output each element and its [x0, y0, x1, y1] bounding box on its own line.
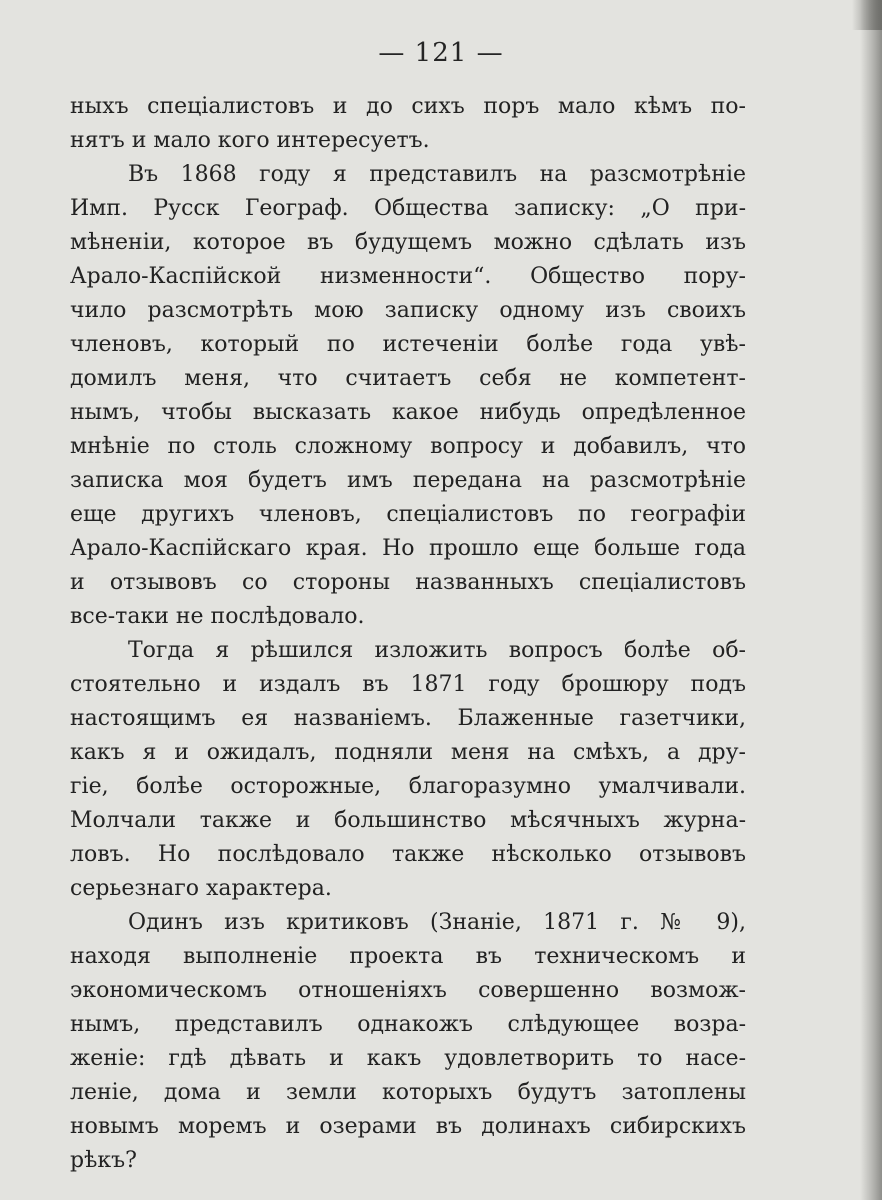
text-line: Одинъ изъ критиковъ (Знаніе, 1871 г. № 9),	[128, 910, 746, 935]
text-line: какъ я и ожидалъ, подняли меня на смѣхъ, а дру-	[70, 740, 746, 765]
text-line: мнѣніе по столь сложному вопросу и добавилъ, что	[70, 434, 746, 459]
text-line: Арало-Каспійской низменности“. Общество пору-	[70, 264, 746, 289]
text-line: нятъ и мало кого интересуетъ.	[70, 128, 430, 153]
page-body-text	[70, 90, 746, 1178]
text-line: Молчали также и большинство мѣсячныхъ журна-	[70, 808, 746, 833]
text-line: Арало-Каспійскаго края. Но прошло еще больше года	[70, 536, 746, 561]
text-line: женіе: гдѣ дѣвать и какъ удовлетворить то насе-	[70, 1046, 746, 1071]
text-line: ныхъ спеціалистовъ и до сихъ поръ мало кѣмъ по-	[70, 94, 746, 119]
text-line: Въ 1868 году я представилъ на разсмотрѣніе	[128, 162, 746, 187]
text-line: находя выполненіе проекта въ техническомъ и	[70, 944, 746, 969]
text-line: Тогда я рѣшился изложить вопросъ болѣе об-	[128, 638, 746, 663]
text-line: Имп. Русск Географ. Общества записку: „О при-	[70, 196, 746, 221]
text-line: все-таки не послѣдовало.	[70, 604, 365, 629]
scan-edge-shadow	[860, 0, 882, 1200]
text-line: нымъ, чтобы высказать какое нибудь опредѣленное	[70, 400, 746, 425]
text-line: экономическомъ отношеніяхъ совершенно возмож-	[70, 978, 746, 1003]
paragraph	[70, 158, 746, 634]
text-line: рѣкъ?	[70, 1148, 137, 1173]
text-line: леніе, дома и земли которыхъ будутъ затоплены	[70, 1080, 746, 1105]
text-line: настоящимъ ея названіемъ. Блаженные газетчики,	[70, 706, 746, 731]
scan-corner-shadow	[852, 0, 882, 30]
text-line: еще другихъ членовъ, спеціалистовъ по географіи	[70, 502, 746, 527]
text-line: стоятельно и издалъ въ 1871 году брошюру подъ	[70, 672, 746, 697]
text-line: домилъ меня, что считаетъ себя не компетент-	[70, 366, 746, 391]
text-line: и отзывовъ со стороны названныхъ спеціалистовъ	[70, 570, 746, 595]
text-line: записка моя будетъ имъ передана на разсмотрѣніе	[70, 468, 746, 493]
paragraph	[70, 634, 746, 906]
paragraph-continuation	[70, 90, 746, 158]
text-line: нымъ, представилъ однакожъ слѣдующее возра-	[70, 1012, 746, 1037]
text-line: серьезнаго характера.	[70, 876, 332, 901]
paragraph	[70, 906, 746, 1178]
text-line: гіе, болѣе осторожные, благоразумно умалчивали.	[70, 774, 746, 799]
text-line: ловъ. Но послѣдовало также нѣсколько отзывовъ	[70, 842, 746, 867]
page-number: — 121 —	[378, 38, 504, 68]
text-line: мѣненіи, которое въ будущемъ можно сдѣлать изъ	[70, 230, 746, 255]
text-line: членовъ, который по истеченіи болѣе года увѣ-	[70, 332, 746, 357]
text-line: новымъ моремъ и озерами въ долинахъ сибирскихъ	[70, 1114, 746, 1139]
text-line: чило разсмотрѣть мою записку одному изъ своихъ	[70, 298, 746, 323]
